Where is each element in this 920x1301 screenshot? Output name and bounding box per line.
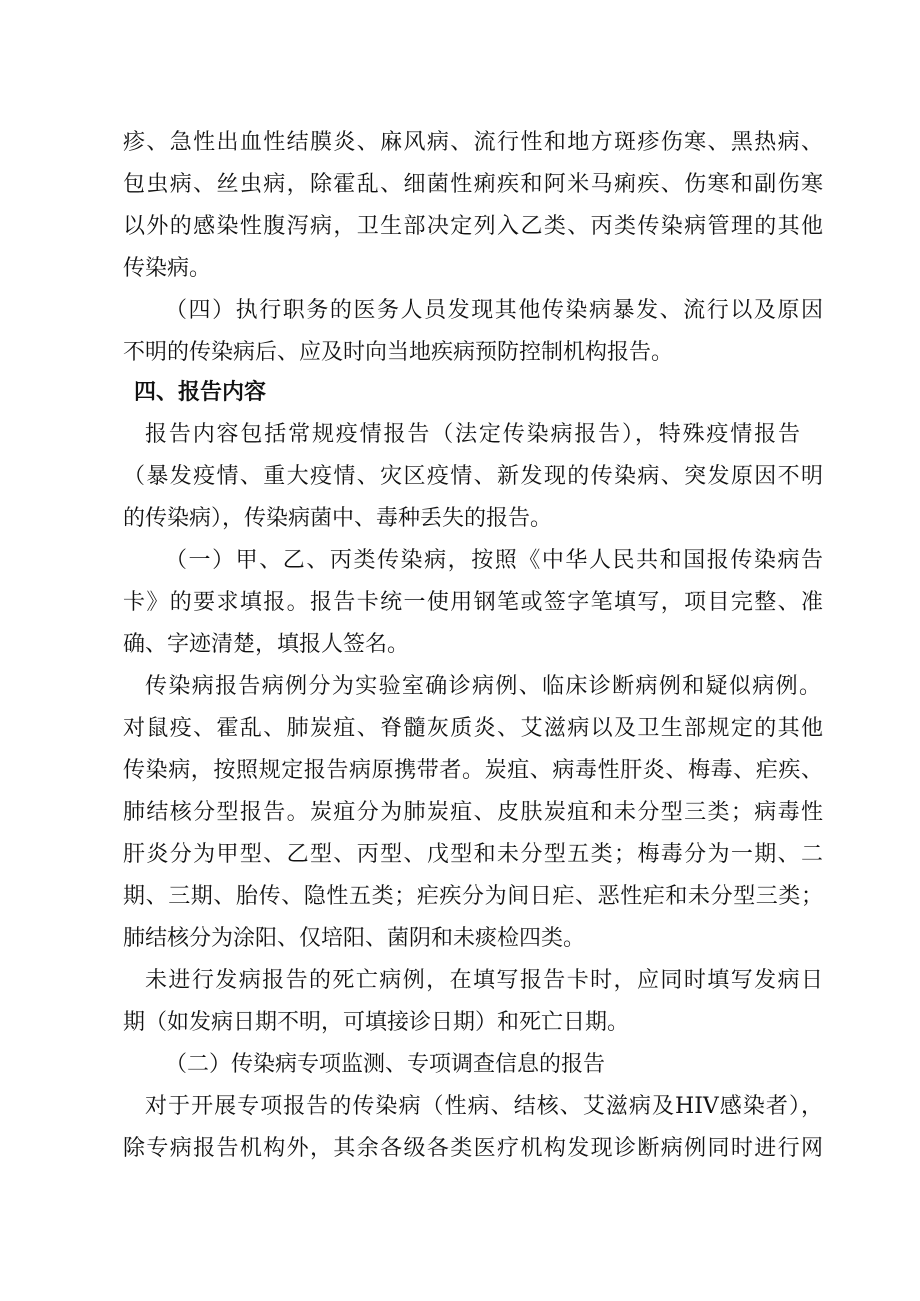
text-line: 包虫病、丝虫病，除霍乱、细菌性痢疾和阿米马痢疾、伤寒和副伤寒 bbox=[123, 172, 823, 197]
text-line: 期、三期、胎传、隐性五类；疟疾分为间日疟、恶性疟和未分型三类； bbox=[123, 884, 823, 909]
text-line: 传染病，按照规定报告病原携带者。炭疽、病毒性肝炎、梅毒、疟疾、 bbox=[123, 758, 823, 783]
text-line: 传染病报告病例分为实验室确诊病例、临床诊断病例和疑似病例。 bbox=[145, 674, 821, 699]
text-line: （一）甲、乙、丙类传染病，按照《中华人民共和国报传染病告 bbox=[165, 548, 823, 573]
text-line: 除专病报告机构外，其余各级各类医疗机构发现诊断病例同时进行网 bbox=[123, 1136, 823, 1161]
text-line: 卡》的要求填报。报告卡统一使用钢笔或签字笔填写，项目完整、准 bbox=[123, 590, 823, 615]
text-line: 未进行发病报告的死亡病例，在填写报告卡时，应同时填写发病日 bbox=[145, 968, 823, 993]
text-line: 报告内容包括常规疫情报告（法定传染病报告），特殊疫情报告 bbox=[145, 422, 800, 447]
text-line: 对鼠疫、霍乱、肺炭疽、脊髓灰质炎、艾滋病以及卫生部规定的其他 bbox=[123, 716, 823, 741]
text-line: 肺结核分为涂阳、仅培阳、菌阴和未痰检四类。 bbox=[123, 926, 586, 951]
text-line: 的传染病），传染病菌中、毒种丢失的报告。 bbox=[123, 506, 553, 531]
text-line: 期（如发病日期不明，可填接诊日期）和死亡日期。 bbox=[123, 1010, 630, 1035]
text-line: 传染病。 bbox=[123, 256, 212, 281]
text-line: （二）传染病专项监测、专项调查信息的报告 bbox=[165, 1052, 606, 1077]
text-line: 肺结核分型报告。炭疽分为肺炭疽、皮肤炭疽和未分型三类；病毒性 bbox=[123, 800, 823, 825]
text-line: 肝炎分为甲型、乙型、丙型、戊型和未分型五类；梅毒分为一期、二 bbox=[123, 842, 823, 867]
text-line: （四）执行职务的医务人员发现其他传染病暴发、流行以及原因 bbox=[165, 298, 823, 323]
text-line: （暴发疫情、重大疫情、灾区疫情、新发现的传染病、突发原因不明 bbox=[123, 464, 823, 489]
text-line: 不明的传染病后、应及时向当地疾病预防控制机构报告。 bbox=[123, 340, 674, 365]
text-line: 以外的感染性腹泻病，卫生部决定列入乙类、丙类传染病管理的其他 bbox=[123, 214, 823, 239]
section-heading: 四、报告内容 bbox=[134, 380, 267, 405]
text-line: 疹、急性出血性结膜炎、麻风病、流行性和地方斑疹伤寒、黑热病、 bbox=[123, 130, 823, 155]
text-line: 确、字迹清楚，填报人签名。 bbox=[123, 632, 410, 657]
text-line: 对于开展专项报告的传染病（性病、结核、艾滋病及HIV感染者）， bbox=[145, 1094, 823, 1119]
